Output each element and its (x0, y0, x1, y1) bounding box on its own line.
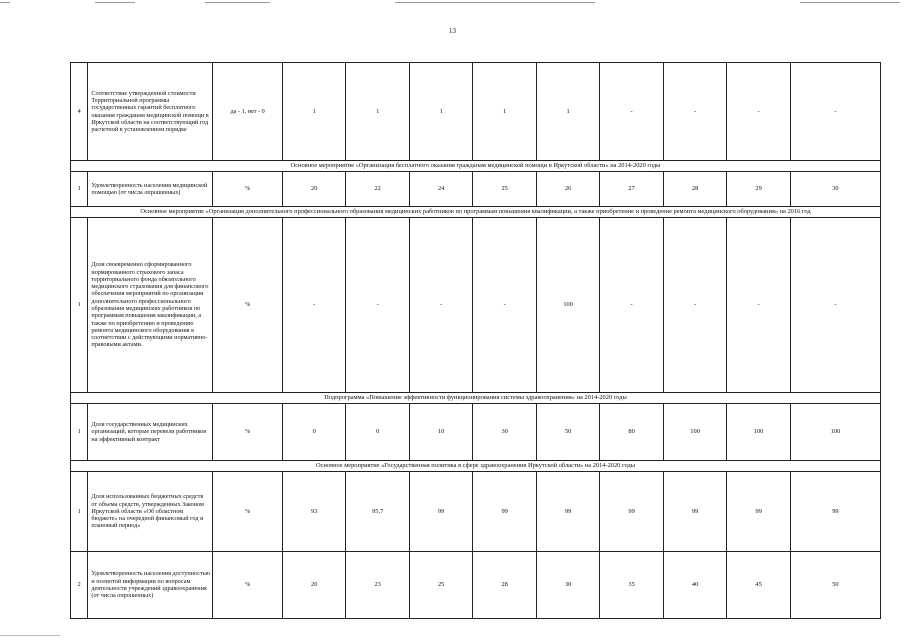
indicator-name: Соответствие утвержденной стоимости Территориальной программы государственных гарантий бесплатного оказания гражданам медицинской помощи в Иркутской области на соответствующий год расчетной в установленном порядке (88, 63, 213, 161)
unit-cell: да - 1, нет - 0 (213, 63, 283, 161)
bottom-scan-mark (0, 635, 60, 636)
value-cell: - (790, 63, 880, 161)
value-cell: 28 (663, 172, 726, 207)
value-cell: 29 (727, 172, 790, 207)
value-cell: 28 (473, 552, 536, 619)
row-number: 1 (71, 404, 88, 461)
value-cell: - (663, 63, 726, 161)
section-title: Основное мероприятие «Организация дополнительного профессионального образования медицинских работников по программам повышения квалификации, а также приобретение и проведение ремонта медицинского оборудования» на 2016 год (71, 207, 881, 218)
value-cell: 100 (790, 404, 880, 461)
value-cell: 1 (536, 63, 599, 161)
top-scan-marks (0, 0, 905, 8)
row-number: 1 (71, 218, 88, 393)
row-number: 2 (71, 552, 88, 619)
value-cell: - (727, 63, 790, 161)
value-cell: 30 (473, 404, 536, 461)
value-cell: 1 (282, 63, 345, 161)
table-row (71, 472, 881, 552)
value-cell: - (790, 218, 880, 393)
value-cell: 45 (727, 552, 790, 619)
unit-cell: % (213, 552, 283, 619)
value-cell: 50 (536, 404, 599, 461)
value-cell: 40 (663, 552, 726, 619)
table-row (71, 404, 881, 461)
value-cell: 20 (282, 552, 345, 619)
value-cell: - (346, 218, 409, 393)
unit-cell: % (213, 172, 283, 207)
section-title: Подпрограмма «Повышение эффективности функционирования системы здравоохранения» на 2014-2020 годы (71, 393, 881, 404)
value-cell: 25 (409, 552, 472, 619)
indicator-name: Доля своевременно сформированного нормированного страхового запаса территориального фонда обязательного медицинского страхования для финансового обеспечения мероприятий по организации дополнительного профессионального образования медицинских работников по программам повышения квалификации, а также по приобретению и проведению ремонта медицинского оборудования в соответствии с действующими нормативно-правовыми актами. (88, 218, 213, 393)
value-cell: 50 (790, 552, 880, 619)
value-cell: 99 (409, 472, 472, 552)
value-cell: 30 (790, 172, 880, 207)
value-cell: 1 (346, 63, 409, 161)
value-cell: 0 (282, 404, 345, 461)
unit-cell: % (213, 404, 283, 461)
value-cell: 99 (663, 472, 726, 552)
value-cell: 99 (600, 472, 663, 552)
value-cell: 35 (600, 552, 663, 619)
table-row (71, 218, 881, 393)
value-cell: 99 (727, 472, 790, 552)
value-cell: - (409, 218, 472, 393)
value-cell: 25 (473, 172, 536, 207)
section-header-row (71, 207, 881, 218)
unit-cell: % (213, 472, 283, 552)
value-cell: 24 (409, 172, 472, 207)
section-title: Основное мероприятие «Государственная политика в сфере здравоохранения Иркутской области» на 2014-2020 годы (71, 461, 881, 472)
value-cell: 93 (282, 472, 345, 552)
value-cell: - (282, 218, 345, 393)
unit-cell: % (213, 218, 283, 393)
value-cell: - (663, 218, 726, 393)
value-cell: 30 (536, 552, 599, 619)
row-number: 1 (71, 172, 88, 207)
indicator-name: Удовлетворенность населения медицинской помощью (от числа опрошенных) (88, 172, 213, 207)
value-cell: 0 (346, 404, 409, 461)
value-cell: 100 (727, 404, 790, 461)
value-cell: - (473, 218, 536, 393)
value-cell: - (600, 218, 663, 393)
section-header-row (71, 461, 881, 472)
section-header-row (71, 161, 881, 172)
indicator-name: Доля государственных медицинских организаций, которые перевели работников на эффективный контракт (88, 404, 213, 461)
value-cell: 100 (536, 218, 599, 393)
table-row (71, 552, 881, 619)
value-cell: - (600, 63, 663, 161)
indicators-table (70, 62, 881, 619)
row-number: 1 (71, 472, 88, 552)
indicator-name: Удовлетворенность населения доступностью и полнотой информации по вопросам деятельности учреждений здравоохранения (от числа опрошенных) (88, 552, 213, 619)
value-cell: 26 (536, 172, 599, 207)
value-cell: 23 (346, 552, 409, 619)
page-number: 13 (449, 27, 456, 35)
value-cell: 95,7 (346, 472, 409, 552)
row-number: 4 (71, 63, 88, 161)
value-cell: 10 (409, 404, 472, 461)
value-cell: 1 (473, 63, 536, 161)
value-cell: 1 (409, 63, 472, 161)
value-cell: 99 (473, 472, 536, 552)
section-header-row (71, 393, 881, 404)
indicator-name: Доля использованных бюджетных средств от объема средств, утвержденных Законом Иркутской области «Об областном бюджете» на очередной финансовый год и плановый период» (88, 472, 213, 552)
value-cell: 20 (282, 172, 345, 207)
value-cell: - (727, 218, 790, 393)
value-cell: 80 (600, 404, 663, 461)
value-cell: 27 (600, 172, 663, 207)
table-row (71, 172, 881, 207)
section-title: Основное мероприятие «Организация бесплатного оказания гражданам медицинской помощи в Иркутской области» на 2014-2020 годы (71, 161, 881, 172)
value-cell: 100 (663, 404, 726, 461)
table-row (71, 63, 881, 161)
value-cell: 22 (346, 172, 409, 207)
value-cell: 99 (536, 472, 599, 552)
value-cell: 99 (790, 472, 880, 552)
